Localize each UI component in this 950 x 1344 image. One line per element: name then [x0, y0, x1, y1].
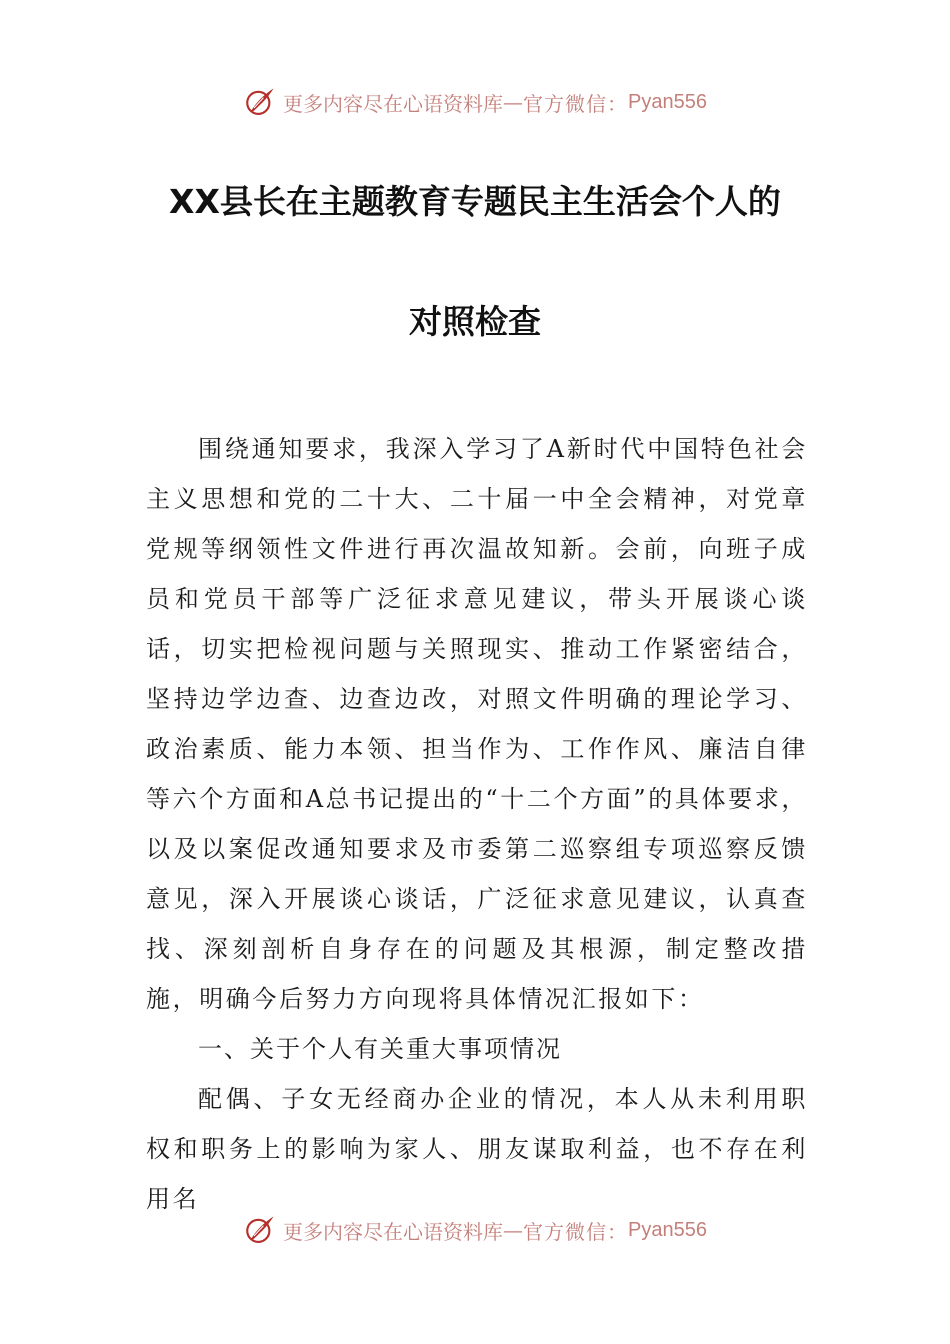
watermark-separator: —: [503, 1218, 524, 1242]
document-title-line-2: 对照检查: [409, 302, 541, 341]
watermark-wechat-label: 官方微信：: [523, 91, 629, 116]
body-paragraph-1: 配偶、子女无经商办企业的情况，本人从未利用职权和职务上的影响为家人、朋友谋取利益，也不存在利用名: [146, 1085, 808, 1213]
watermark-brand-text: 更多内容尽在心语资料库: [283, 91, 504, 116]
document-title-line-1: XX县长在主题教育专题民主生活会个人的: [169, 182, 781, 221]
document-body: [146, 424, 808, 1224]
section-heading-1: 一、关于个人有关重大事项情况: [198, 1035, 562, 1063]
watermark-account: Pyan556: [628, 1218, 707, 1241]
watermark-header: [0, 82, 950, 122]
watermark-footer: [0, 1210, 950, 1250]
watermark-wechat-label: 官方微信：: [523, 1219, 629, 1244]
quill-pen-logo-icon: [243, 85, 277, 119]
watermark-brand-text: 更多内容尽在心语资料库: [283, 1219, 504, 1244]
watermark-separator: —: [503, 90, 524, 114]
quill-pen-logo-icon: [243, 1213, 277, 1247]
watermark-account: Pyan556: [628, 90, 707, 113]
body-paragraph-intro: 围绕通知要求，我深入学习了A新时代中国特色社会主义思想和党的二十大、二十届一中全会精神，对党章党规等纲领性文件进行再次温故知新。会前，向班子成员和党员干部等广泛征求意见建议，带头开展谈心谈话，切实把检视问题与关照现实、推动工作紧密结合，坚持边学边查、边查边改，对照文件明确的理论学习、政治素质、能力本领、担当作为、工作作风、廉洁自律等六个方面和A总书记提出的“十二个方面”的具体要求，以及以案促改通知要求及市委第二巡察组专项巡察反馈意见，深入开展谈心谈话，广泛征求意见建议，认真查找、深刻剖析自身存在的问题及其根源，制定整改措施，明确今后努力方向现将具体情况汇报如下：: [146, 435, 808, 1013]
